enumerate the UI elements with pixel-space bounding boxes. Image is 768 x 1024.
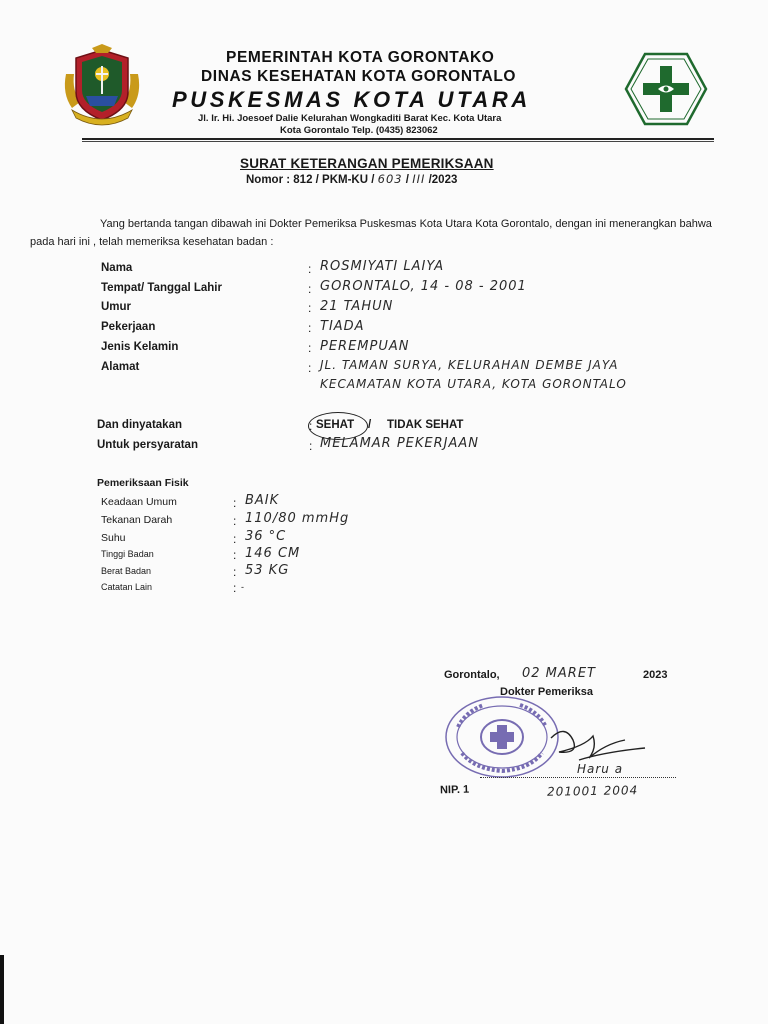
value-umur: 21 TAHUN xyxy=(320,299,394,314)
number-prefix: Nomor : 812 / PKM-KU / xyxy=(246,174,375,186)
label-berat-badan: Berat Badan xyxy=(101,566,152,576)
colon: : xyxy=(309,419,313,433)
label-pekerjaan: Pekerjaan xyxy=(101,321,156,333)
label-tinggi-badan: Tinggi Badan xyxy=(101,549,154,559)
signature-city: Gorontalo, xyxy=(444,669,500,681)
signature-title: Dokter Pemeriksa xyxy=(500,686,593,698)
colon: : xyxy=(233,565,237,579)
colon: : xyxy=(308,361,312,375)
value-untuk-persyaratan: MELAMAR PEKERJAAN xyxy=(320,436,480,451)
header-department-line: DINAS KESEHATAN KOTA GORONTALO xyxy=(201,68,517,85)
value-suhu: 36 °C xyxy=(245,529,287,544)
intro-paragraph: Yang bertanda tangan dibawah ini Dokter Pemeriksa Puskesmas Kota Utara Kota Gorontalo, dengan ini menerangkan bahwa pada hari ini , telah memeriksa kesehatan badan : xyxy=(30,218,712,248)
number-suffix: /2023 xyxy=(428,174,458,186)
section-pemeriksaan-fisik: Pemeriksaan Fisik xyxy=(97,477,189,489)
header-city-phone: Kota Gorontalo Telp. (0435) 823062 xyxy=(280,125,438,136)
value-nama: ROSMIYATI LAIYA xyxy=(320,259,445,274)
status-sehat: SEHAT xyxy=(316,419,355,431)
document-number xyxy=(246,172,457,186)
colon: : xyxy=(233,548,237,562)
label-tempat-tanggal-lahir: Tempat/ Tanggal Lahir xyxy=(101,282,222,294)
header-divider xyxy=(82,138,714,140)
scan-edge-artifact xyxy=(0,955,4,1024)
number-handwritten-1: 603 xyxy=(377,172,403,186)
signature-year: 2023 xyxy=(643,669,668,681)
label-jenis-kelamin: Jenis Kelamin xyxy=(101,341,179,353)
status-tidak-sehat: TIDAK SEHAT xyxy=(387,419,464,431)
label-keadaan-umum: Keadaan Umum xyxy=(101,496,177,508)
header-government-line: PEMERINTAH KOTA GORONTAKO xyxy=(226,49,495,66)
status-slash: / xyxy=(368,419,372,431)
puskesmas-logo xyxy=(624,52,708,126)
colon: : xyxy=(233,514,237,528)
value-keadaan-umum: BAIK xyxy=(245,493,280,508)
label-alamat: Alamat xyxy=(101,361,140,373)
value-berat-badan: 53 KG xyxy=(245,563,290,578)
doctor-name: Haru a xyxy=(577,762,624,776)
value-catatan-lain: - xyxy=(241,582,244,592)
value-jenis-kelamin: PEREMPUAN xyxy=(320,339,410,354)
value-tinggi-badan: 146 CM xyxy=(245,546,301,561)
colon: : xyxy=(233,496,237,510)
value-pekerjaan: TIADA xyxy=(320,319,365,334)
header-divider-thin xyxy=(82,141,714,142)
label-suhu: Suhu xyxy=(101,532,126,544)
colon: : xyxy=(308,321,312,335)
value-alamat-line2: KECAMATAN KOTA UTARA, KOTA GORONTALO xyxy=(320,377,627,391)
label-catatan-lain: Catatan Lain xyxy=(101,582,153,592)
nip-value: 201001 2004 xyxy=(546,783,639,799)
signature-line xyxy=(480,777,676,778)
colon: : xyxy=(308,262,312,276)
label-tekanan-darah: Tekanan Darah xyxy=(101,514,173,526)
city-coat-of-arms-logo xyxy=(58,44,146,128)
label-umur: Umur xyxy=(101,301,132,313)
label-untuk-persyaratan: Untuk persyaratan xyxy=(97,439,198,451)
colon: : xyxy=(309,439,313,453)
colon: : xyxy=(308,301,312,315)
number-separator: / xyxy=(405,174,409,186)
value-tempat-tanggal-lahir: GORONTALO, 14 - 08 - 2001 xyxy=(320,279,527,294)
nip-label: NIP. 1 xyxy=(439,783,470,797)
header-address: Jl. Ir. Hi. Joesoef Dalie Kelurahan Wongkaditi Barat Kec. Kota Utara xyxy=(198,113,502,124)
header-clinic-name: PUSKESMAS KOTA UTARA xyxy=(172,87,531,112)
number-handwritten-2: III xyxy=(412,172,426,186)
signature-date: 02 MARET xyxy=(522,666,596,681)
colon: : xyxy=(308,282,312,296)
colon: : xyxy=(233,581,237,595)
colon: : xyxy=(308,341,312,355)
label-dinyatakan: Dan dinyatakan xyxy=(97,419,182,431)
value-alamat-line1: JL. TAMAN SURYA, KELURAHAN DEMBE JAYA xyxy=(320,358,619,372)
label-nama: Nama xyxy=(101,262,133,274)
document-title: SURAT KETERANGAN PEMERIKSAAN xyxy=(240,156,494,171)
colon: : xyxy=(233,532,237,546)
value-tekanan-darah: 110/80 mmHg xyxy=(245,511,350,526)
